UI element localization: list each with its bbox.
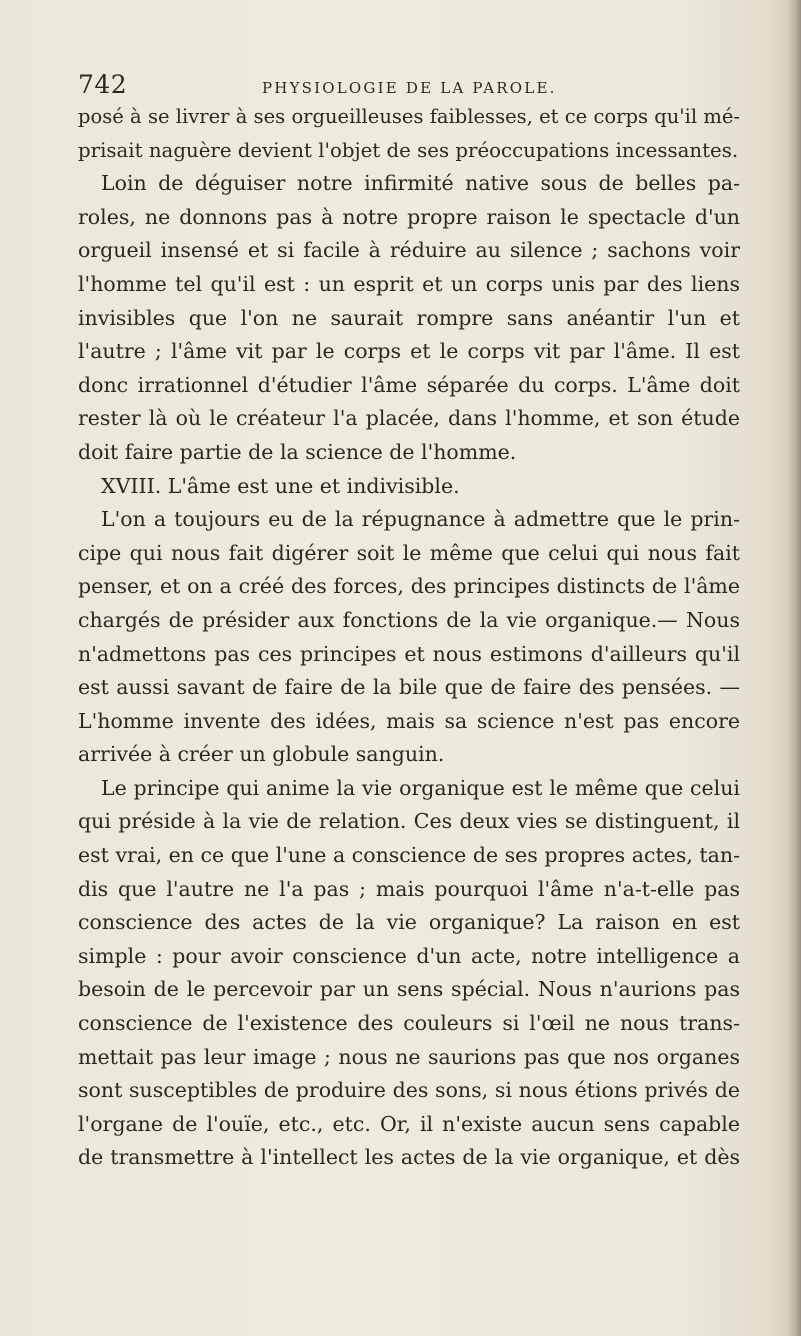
text-line: rester là où le créateur l'a placée, dans l'homme, et son étude [78, 406, 740, 431]
page-edge-shadow [787, 0, 801, 1336]
text-line: qui préside à la vie de relation. Ces deux vies se distinguent, il [78, 809, 740, 834]
text-line: arrivée à créer un globule sanguin. [78, 742, 445, 767]
text-line: l'homme tel qu'il est : un esprit et un corps unis par des liens [78, 271, 740, 296]
text-line: donc irrationnel d'étudier l'âme séparée du corps. L'âme doit [78, 372, 740, 397]
page-number: 742 [78, 70, 128, 99]
text-line: Loin de déguiser notre infirmité native sous de belles pa- [101, 171, 740, 196]
text-line: besoin de le percevoir par un sens spécial. Nous n'aurions pas [78, 977, 740, 1002]
text-line: dis que l'autre ne l'a pas ; mais pourquoi l'âme n'a-t-elle pas [78, 876, 740, 901]
body-text [78, 100, 740, 1175]
text-line: prisait naguère devient l'objet de ses préoccupations incessantes. [78, 138, 739, 162]
text-line: est vrai, en ce que l'une a conscience de ses propres actes, tan- [78, 843, 740, 868]
text-line: roles, ne donnons pas à notre propre raison le spectacle d'un [78, 204, 740, 229]
text-line: simple : pour avoir conscience d'un acte, notre intelligence a [78, 943, 740, 968]
text-line: orgueil insensé et si facile à réduire au silence ; sachons voir [78, 238, 740, 263]
section-heading: XVIII. L'âme est une et indivisible. [101, 473, 460, 498]
text-line: posé à se livrer à ses orgueilleuses faiblesses, et ce corps qu'il mé- [78, 105, 740, 128]
text-line: cipe qui nous fait digérer soit le même que celui qui nous fait [78, 540, 740, 565]
text-line: L'homme invente des idées, mais sa science n'est pas encore [78, 708, 740, 733]
text-line: Le principe qui anime la vie organique est le même que celui [101, 775, 740, 800]
text-line: conscience des actes de la vie organique? La raison en est [78, 910, 740, 935]
text-line: est aussi savant de faire de la bile que de faire des pensées. — [78, 675, 740, 700]
text-line: conscience de l'existence des couleurs si l'œil ne nous trans- [78, 1011, 740, 1036]
text-line: n'admettons pas ces principes et nous estimons d'ailleurs qu'il [78, 641, 740, 666]
text-line: mettait pas leur image ; nous ne saurions pas que nos organes [78, 1044, 740, 1069]
text-line: sont susceptibles de produire des sons, si nous étions privés de [78, 1078, 740, 1103]
text-line: doit faire partie de la science de l'homme. [78, 439, 517, 464]
text-line: L'on a toujours eu de la répugnance à admettre que le prin- [101, 507, 740, 532]
text-line: l'autre ; l'âme vit par le corps et le corps vit par l'âme. Il est [78, 339, 740, 364]
running-title: PHYSIOLOGIE DE LA PAROLE. [262, 79, 557, 97]
text-line: invisibles que l'on ne saurait rompre sans anéantir l'un et [78, 305, 740, 330]
text-line: chargés de présider aux fonctions de la vie organique.— Nous [78, 607, 740, 632]
text-line: l'organe de l'ouïe, etc., etc. Or, il n'existe aucun sens capable [78, 1111, 740, 1136]
text-line: penser, et on a créé des forces, des principes distincts de l'âme [78, 574, 740, 599]
text-line: de transmettre à l'intellect les actes de la vie organique, et dès [78, 1145, 740, 1170]
